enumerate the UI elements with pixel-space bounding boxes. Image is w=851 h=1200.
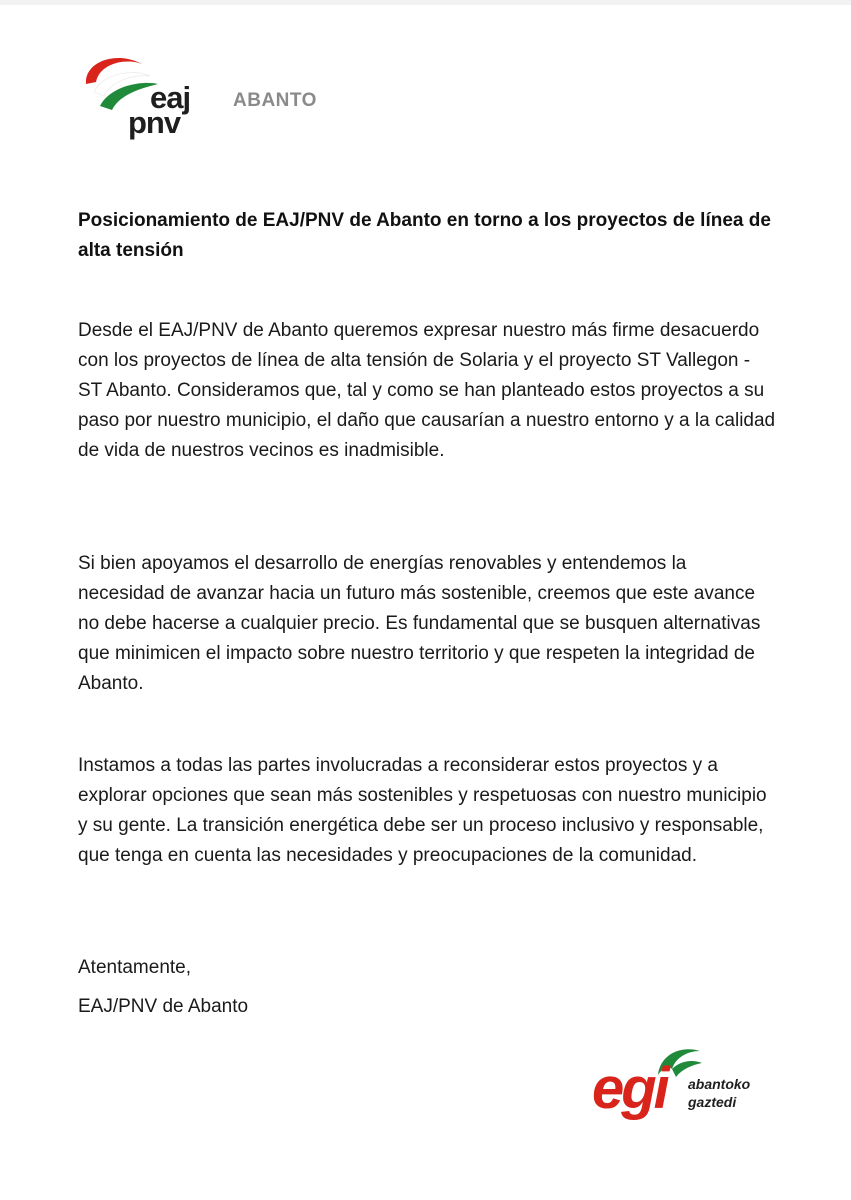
paragraph-3: Instamos a todas las partes involucradas a reconsiderar estos proyectos y a explorar opciones que sean más sostenibles y respetuosas con nuestro municipio y su gente. La transición energética debe ser un proceso inclusivo y responsable, que tenga en cuenta las necesidades y preocupaciones de la comunidad.	[78, 755, 767, 866]
signature: EAJ/PNV de Abanto	[78, 996, 249, 1017]
eaj-pnv-logo	[80, 52, 330, 140]
document-title: Posicionamiento de EAJ/PNV de Abanto en torno a los proyectos de línea de alta tensión	[78, 210, 771, 261]
logo-pnv-text: pnv	[128, 105, 181, 140]
egi-subtitle-line-2: gaztedi	[688, 1094, 737, 1110]
logo-eaj-text: eaj	[150, 80, 191, 115]
egi-logo	[592, 1045, 792, 1140]
paragraph-1: Desde el EAJ/PNV de Abanto queremos expresar nuestro más firme desacuerdo con los proyectos de línea de alta tensión de Solaria y el proyecto ST Vallegon - ST Abanto. Consideramos que, tal y como se han planteado estos proyectos a su paso por nuestro municipio, el daño que causarían a nuestro entorno y a la calidad de vida de nuestros vecinos es inadmisible.	[78, 320, 776, 461]
egi-subtitle-line-1: abantoko	[688, 1076, 751, 1092]
egi-wordmark: egi	[592, 1056, 667, 1121]
closing-salutation: Atentamente,	[78, 957, 192, 978]
eaj-pnv-swirl-icon	[80, 52, 160, 112]
egi-subtitle	[688, 1075, 750, 1111]
paragraph-2: Si bien apoyamos el desarrollo de energías renovables y entendemos la necesidad de avanzar hacia un futuro más sostenible, creemos que este avance no debe hacerse a cualquier precio. Es fundamental que se busquen alternativas que minimicen el impacto sobre nuestro territorio y que respeten la integridad de Abanto.	[78, 553, 761, 694]
top-edge-strip	[0, 0, 851, 5]
logo-place-name: ABANTO	[233, 90, 317, 111]
